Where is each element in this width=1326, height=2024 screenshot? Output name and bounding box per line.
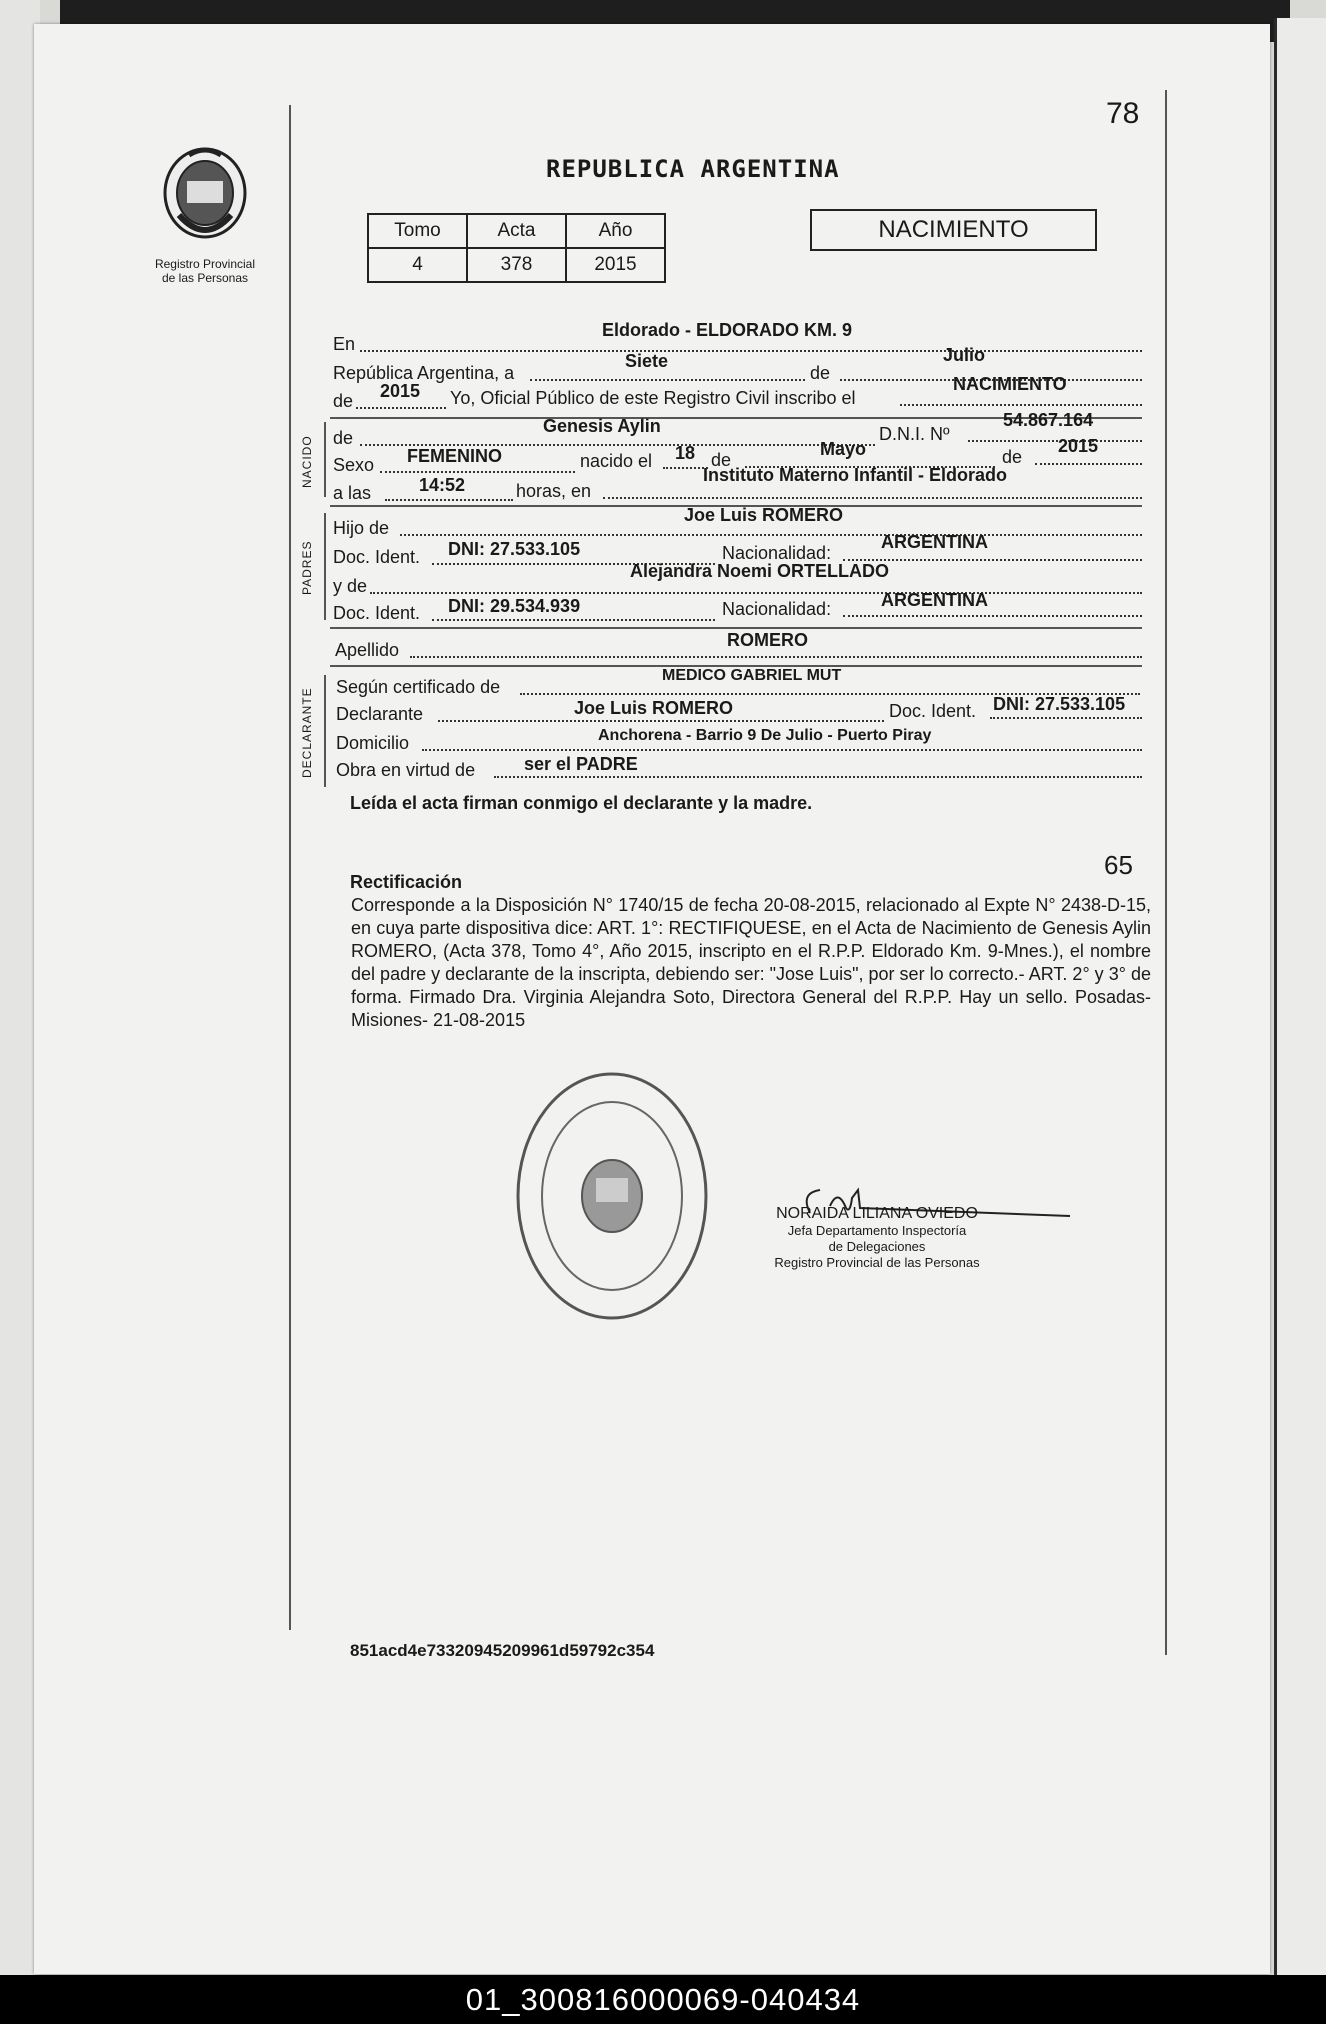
label-oficial: Yo, Oficial Público de este Registro Civil inscribo el bbox=[450, 388, 856, 408]
value-certificado: MEDICO GABRIEL MUT bbox=[662, 667, 842, 684]
signature-line-1: Jefa Departamento Inspectoría bbox=[787, 1223, 967, 1238]
label-obra: Obra en virtud de bbox=[336, 760, 476, 780]
section-bar-declarante bbox=[324, 675, 326, 787]
signature-block bbox=[752, 1205, 1002, 1271]
label-de-anio: de bbox=[1002, 447, 1023, 467]
label-sexo: Sexo bbox=[333, 455, 375, 475]
rectification-number: 65 bbox=[1104, 850, 1133, 880]
dots bbox=[370, 592, 1142, 594]
value-acta: 378 bbox=[467, 248, 566, 282]
logo-line-1: Registro Provincial bbox=[154, 257, 256, 271]
label-en: En bbox=[333, 334, 356, 354]
value-nombre: Genesis Aylin bbox=[543, 416, 661, 436]
dots bbox=[380, 471, 575, 473]
value-declarante-doc: DNI: 27.533.105 bbox=[993, 694, 1126, 714]
footer-id-bar: 01_300816000069-040434 bbox=[0, 1975, 1326, 2024]
value-domicilio: Anchorena - Barrio 9 De Julio - Puerto Piray bbox=[598, 727, 932, 744]
header-acta: Acta bbox=[467, 214, 566, 248]
value-anio: 2015 bbox=[380, 381, 421, 401]
signature-line-2: de Delegaciones bbox=[828, 1239, 926, 1254]
act-type-box: NACIMIENTO bbox=[810, 209, 1097, 251]
label-de-name: de bbox=[333, 428, 354, 448]
right-margin-line bbox=[1165, 90, 1167, 1655]
dots bbox=[410, 656, 1142, 658]
registry-logo bbox=[140, 145, 270, 285]
value-obra: ser el PADRE bbox=[524, 754, 638, 774]
section-bar-padres bbox=[324, 513, 326, 620]
next-page-edge bbox=[1274, 18, 1326, 1975]
label-de-mes: de bbox=[711, 450, 732, 470]
side-label-padres: PADRES bbox=[300, 540, 314, 595]
label-nacido-el: nacido el bbox=[580, 451, 653, 471]
label-domicilio: Domicilio bbox=[336, 733, 410, 753]
label-hijo-de: Hijo de bbox=[333, 518, 390, 538]
dots bbox=[990, 717, 1142, 719]
label-doc-padre: Doc. Ident. bbox=[333, 547, 421, 567]
dots bbox=[843, 615, 1142, 617]
dots bbox=[1035, 463, 1142, 465]
side-label-declarante: DECLARANTE bbox=[300, 687, 314, 778]
label-nac-padre: Nacionalidad: bbox=[722, 543, 832, 563]
value-nac-anio: 2015 bbox=[1058, 436, 1099, 456]
header-anio: Año bbox=[566, 214, 665, 248]
label-de-month: de bbox=[810, 363, 831, 383]
value-madre: Alejandra Noemi ORTELLADO bbox=[630, 561, 890, 581]
value-lugar-nac: Instituto Materno Infantil - Eldorado bbox=[703, 465, 1007, 485]
label-doc-madre: Doc. Ident. bbox=[333, 603, 421, 623]
value-tomo: 4 bbox=[368, 248, 467, 282]
closing-statement: Leída el acta firman conmigo el declarante y la madre. bbox=[350, 793, 813, 813]
value-apellido: ROMERO bbox=[727, 630, 808, 650]
value-declarante: Joe Luis ROMERO bbox=[574, 698, 734, 718]
dots bbox=[360, 350, 1142, 352]
dots bbox=[432, 619, 715, 621]
logo-line-2: de las Personas bbox=[161, 271, 249, 285]
label-segun: Según certificado de bbox=[336, 677, 501, 697]
label-a-las: a las bbox=[333, 483, 372, 503]
value-dia: Siete bbox=[625, 351, 669, 371]
value-madre-nac: ARGENTINA bbox=[881, 590, 988, 610]
value-nac-mes: Mayo bbox=[820, 439, 867, 459]
dots bbox=[438, 720, 884, 722]
side-label-nacido: NACIDO bbox=[300, 435, 314, 488]
value-hora: 14:52 bbox=[419, 475, 466, 495]
divider-3 bbox=[330, 627, 1142, 629]
left-margin-line bbox=[289, 105, 291, 1630]
value-padre-nac: ARGENTINA bbox=[881, 532, 988, 552]
country-title: REPUBLICA ARGENTINA bbox=[546, 155, 840, 183]
label-republica: República Argentina, a bbox=[333, 363, 515, 383]
value-dni: 54.867.164 bbox=[1003, 410, 1094, 430]
header-tomo: Tomo bbox=[368, 214, 467, 248]
dots bbox=[494, 776, 1142, 778]
value-lugar: Eldorado - ELDORADO KM. 9 bbox=[602, 320, 853, 340]
value-nac-dia: 18 bbox=[675, 443, 696, 463]
dots bbox=[530, 379, 805, 381]
dots bbox=[422, 749, 1142, 751]
label-dni: D.N.I. Nº bbox=[879, 424, 950, 444]
page-number: 78 bbox=[1106, 97, 1140, 130]
signature-line-3: Registro Provincial de las Personas bbox=[774, 1255, 980, 1270]
registry-table bbox=[367, 213, 666, 283]
label-de-year: de bbox=[333, 391, 354, 411]
value-anio: 2015 bbox=[566, 248, 665, 282]
rectification-body: Corresponde a la Disposición N° 1740/15 de fecha 20-08-2015, relacionado al Expte N° 2438-D-15, en cuya parte dispositiva dice: ART. 1°: RECTIFIQUESE, en el Acta de Nacimiento de Genesis Aylin ROMERO, (Acta 378, Tomo 4°, Año 2015, inscripto en el R.P.P. Eldorado Km. 9-Mnes.), el nombre del padre y declarante de la inscripta, debiendo ser: "Jose Luis", por ser lo correcto.- ART. 2° y 3° de forma. Firmado Dra. Virginia Alejandra Soto, Directora General del R.P.P. Hay un sello. Posadas- Misiones- 21-08-2015 bbox=[351, 895, 1151, 1030]
dots bbox=[400, 534, 1142, 536]
dots bbox=[900, 404, 1142, 406]
document-hash: 851acd4e73320945209961d59792c354 bbox=[350, 1641, 655, 1660]
label-horas-en: horas, en bbox=[516, 481, 592, 501]
label-y-de: y de bbox=[333, 576, 368, 596]
label-apellido: Apellido bbox=[335, 640, 400, 660]
value-sexo: FEMENINO bbox=[407, 446, 503, 466]
value-tipo: NACIMIENTO bbox=[953, 374, 1067, 394]
signature-name: NORAIDA LILIANA OVIEDO bbox=[776, 1205, 978, 1222]
value-padre: Joe Luis ROMERO bbox=[684, 505, 844, 525]
official-stamp-icon bbox=[512, 1068, 712, 1324]
label-nac-madre: Nacionalidad: bbox=[722, 599, 832, 619]
dots bbox=[385, 499, 513, 501]
dots bbox=[968, 440, 1142, 442]
seal-icon bbox=[159, 145, 251, 257]
rectification-title: Rectificación bbox=[350, 872, 463, 892]
label-doc-declarante: Doc. Ident. bbox=[889, 701, 977, 721]
value-padre-doc: DNI: 27.533.105 bbox=[448, 539, 581, 559]
value-mes: Julio bbox=[943, 345, 986, 365]
value-madre-doc: DNI: 29.534.939 bbox=[448, 596, 581, 616]
label-declarante: Declarante bbox=[336, 704, 424, 724]
dots bbox=[356, 407, 446, 409]
section-bar-nacido bbox=[324, 422, 326, 497]
dots bbox=[663, 467, 708, 469]
dots bbox=[603, 497, 1142, 499]
